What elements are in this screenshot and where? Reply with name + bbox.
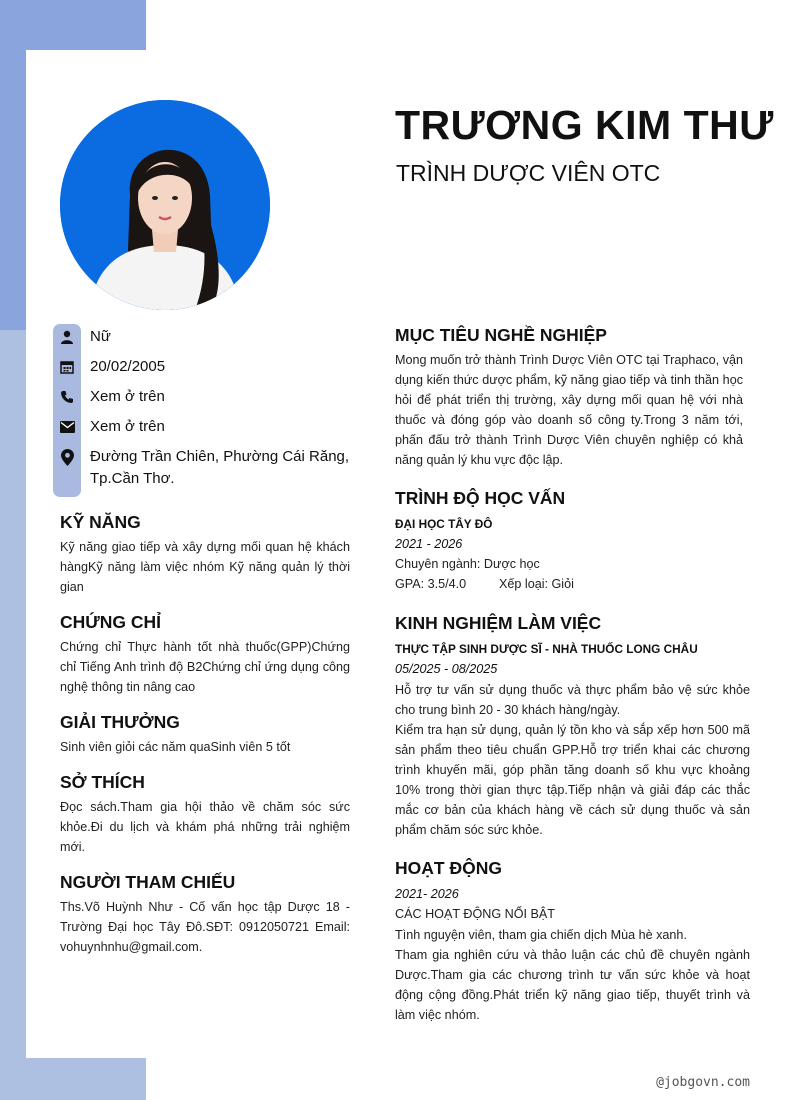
phone-icon <box>58 388 76 406</box>
contact-email <box>58 416 165 436</box>
hobbies-heading: SỞ THÍCH <box>60 772 145 792</box>
experience-text-2: Kiểm tra hạn sử dụng, quản lý tồn kho và sắp xếp hơn 500 mã sản phẩm theo tiêu chuẩn GPP.Hỗ trợ triển khai các chương trình khuyến mãi, góp phần tăng doanh số khu vực khoảng 10% trong thời gian thực tập.Tiếp nhận và giải đáp các thắc mắc cơ bản của khách hàng về cách sử dụng thuốc và sản phẩm chăm sóc sức khỏe. <box>395 723 750 837</box>
education-school: ĐẠI HỌC TÂY ĐÔ <box>395 517 493 531</box>
hobbies-text: Đọc sách.Tham gia hội thảo về chăm sóc sức khỏe.Đi du lịch và khám phá những trải nghiệm mới. <box>60 800 350 854</box>
contact-birthday <box>58 356 166 376</box>
contact-address <box>58 446 350 487</box>
education-rank: Xếp loại: Giỏi <box>499 577 574 591</box>
mail-icon <box>58 418 76 436</box>
experience-heading: KINH NGHIỆM LÀM VIỆC <box>395 613 602 633</box>
objective-heading: MỤC TIÊU NGHỀ NGHIỆP <box>395 325 607 345</box>
profile-photo <box>60 100 270 310</box>
location-pin-icon <box>58 448 76 466</box>
gender-text: Nữ <box>90 328 111 345</box>
skills-text: Kỹ năng giao tiếp và xây dựng mối quan hệ khách hàngKỹ năng làm việc nhóm Kỹ năng quản lý thời gian <box>60 540 350 594</box>
address-line-2: Tp.Cần Thơ. <box>90 470 175 487</box>
phone-text: Xem ở trên <box>90 388 165 405</box>
birthday-text: 20/02/2005 <box>90 358 166 375</box>
awards-heading: GIẢI THƯỞNG <box>60 712 180 732</box>
experience-text-1: Hỗ trợ tư vấn sử dụng thuốc và thực phẩm bảo vệ sức khỏe cho trung bình 20 - 30 khách hàng/ngày. <box>395 683 750 717</box>
activities-text-1: Tình nguyện viên, tham gia chiến dịch Mùa hè xanh. <box>395 928 687 942</box>
footer-brand[interactable]: @jobgovn.com <box>656 1075 750 1090</box>
candidate-title: TRÌNH DƯỢC VIÊN OTC <box>396 160 661 186</box>
activities-subheading: CÁC HOẠT ĐỘNG NỔI BẬT <box>395 907 556 921</box>
activities-heading: HOẠT ĐỘNG <box>395 858 502 878</box>
experience-position: THỰC TẬP SINH DƯỢC SĨ - NHÀ THUỐC LONG CHÂU <box>395 642 698 656</box>
activities-period: 2021- 2026 <box>395 887 459 901</box>
references-heading: NGƯỜI THAM CHIẾU <box>60 872 236 892</box>
certificates-heading: CHỨNG CHỈ <box>60 612 162 632</box>
education-major: Chuyên ngành: Dược học <box>395 557 540 571</box>
objective-text: Mong muốn trở thành Trình Dược Viên OTC tại Traphaco, vận dụng kiến thức dược phẩm, kỹ năng giao tiếp và tinh thần học hỏi để phát triển thị trường, xây dựng mối quan hệ với nhà thuốc và đóng góp vào doanh số công ty.Trong 3 năm tới, phấn đấu trở thành Trình Dược Viên chuyên nghiệp có khả năng quản lý khu vực độc lập. <box>395 353 743 467</box>
education-heading: TRÌNH ĐỘ HỌC VẤN <box>395 488 566 508</box>
calendar-icon <box>58 358 76 376</box>
person-icon <box>58 328 76 346</box>
skills-heading: KỸ NĂNG <box>60 512 141 532</box>
contact-gender <box>58 326 111 346</box>
activities-text-2: Tham gia nghiên cứu và thảo luận các chủ đề chuyên ngành Dược.Tham gia các chương trình tư vấn sức khỏe và hoạt động cộng đồng.Phát triển kỹ năng giao tiếp, thuyết trình và làm việc nhóm. <box>395 948 750 1022</box>
candidate-name: TRƯƠNG KIM THƯ <box>395 102 774 148</box>
contact-icon-bar <box>53 324 81 497</box>
education-period: 2021 - 2026 <box>395 537 463 551</box>
certificates-text: Chứng chỉ Thực hành tốt nhà thuốc(GPP)Chứng chỉ Tiếng Anh trình độ B2Chứng chỉ ứng dụng công nghệ thông tin nâng cao <box>60 640 350 694</box>
email-text: Xem ở trên <box>90 418 165 435</box>
education-gpa: GPA: 3.5/4.0 <box>395 577 467 591</box>
references-text: Ths.Võ Huỳnh Như - Cố vấn học tập Dược 18 - Trường Đại học Tây Đô.SĐT: 0912050721 Email: vohuynhnhu@gmail.com. <box>60 900 350 954</box>
awards-text: Sinh viên giỏi các năm quaSinh viên 5 tốt <box>60 740 291 754</box>
experience-period: 05/2025 - 08/2025 <box>395 662 498 676</box>
contact-phone <box>58 386 165 406</box>
address-line-1: Đường Trần Chiên, Phường Cái Răng, <box>90 448 350 465</box>
